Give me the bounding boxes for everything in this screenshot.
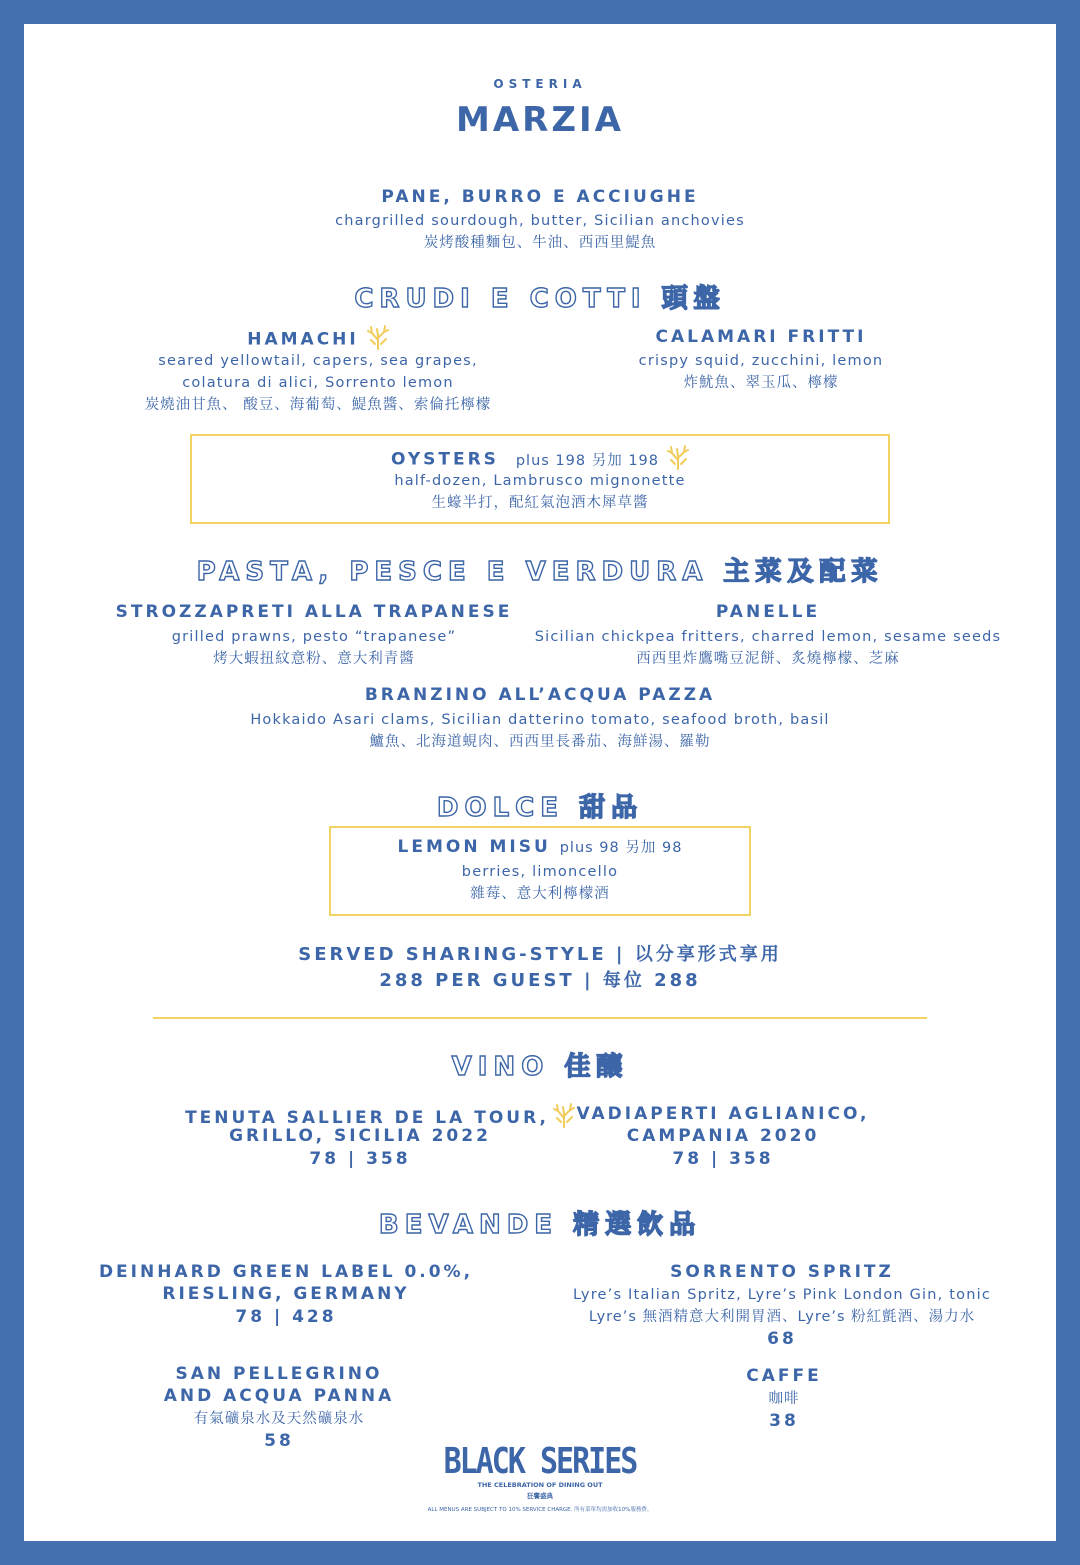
black-series-logo: BLACK SERIES [443, 1440, 637, 1483]
wine-vadiaperti-line2: CAMPANIA 2020 [626, 1126, 820, 1146]
dish-calamari-name: CALAMARI FRITTI [655, 327, 867, 347]
wine-tenuta-line2: GRILLO, SICILIA 2022 [229, 1126, 491, 1146]
drink-caffe-price: 38 [769, 1411, 799, 1431]
drink-deinhard-line2: RIESLING, GERMANY [162, 1284, 410, 1304]
dish-lemon-zh: 雜莓、意大利檸檬酒 [470, 886, 610, 902]
dish-branzino-zh: 鱸魚、北海道蜆肉、西西里長番茄、海鮮湯、羅勒 [369, 734, 711, 750]
dish-hamachi-label: HAMACHI [247, 329, 359, 350]
logo-osteria: OSTERIA [493, 77, 587, 91]
dish-hamachi-desc1: seared yellowtail, capers, sea grapes, [158, 353, 478, 369]
dish-strozzapreti-zh: 烤大蝦扭紋意粉、意大利青醬 [213, 651, 415, 667]
wine-vadiaperti-line1: VADIAPERTI AGLIANICO, [576, 1104, 870, 1124]
dish-lemon-plus: plus 98 另加 98 [559, 840, 683, 856]
drink-pellegrino-zh: 有氣礦泉水及天然礦泉水 [193, 1411, 365, 1427]
logo-marzia: MARZIA [456, 100, 624, 140]
drink-sorrento-price: 68 [767, 1329, 797, 1349]
dish-hamachi-zh: 炭燒油甘魚、 酸豆、海葡萄、鯷魚醬、索倫托檸檬 [144, 397, 492, 413]
menu-page [24, 24, 1056, 1541]
wine-tenuta-price: 78 | 358 [309, 1149, 411, 1169]
dish-strozzapreti-name: STROZZAPRETI ALLA TRAPANESE [115, 602, 513, 622]
dish-oysters-desc: half-dozen, Lambrusco mignonette [394, 473, 686, 489]
section-title-dolce: DOLCE 甜品 [436, 793, 644, 823]
drink-deinhard-line1: DEINHARD GREEN LABEL 0.0%, [98, 1262, 474, 1282]
dish-strozzapreti-desc: grilled prawns, pesto “trapanese” [171, 629, 457, 645]
section-title-bevande: BEVANDE 精選飲品 [378, 1210, 702, 1240]
drink-sorrento-name: SORRENTO SPRITZ [670, 1262, 894, 1282]
service-charge-note: ALL MENUS ARE SUBJECT TO 10% SERVICE CHARGE. 所有菜單均需加收10%服務費。 [427, 1507, 653, 1513]
dish-panelle-desc: Sicilian chickpea fritters, charred lemon, sesame seeds [534, 629, 1002, 645]
dish-panelle-zh: 西西里炸鷹嘴豆泥餅、炙燒檸檬、芝麻 [636, 651, 900, 667]
dish-pane-name: PANE, BURRO E ACCIUGHE [381, 187, 699, 207]
dish-calamari-zh: 炸魷魚、翠玉瓜、檸檬 [683, 375, 839, 391]
dish-branzino-desc: Hokkaido Asari clams, Sicilian datterino tomato, seafood broth, basil [250, 712, 830, 728]
drink-pellegrino-line2: AND ACQUA PANNA [163, 1386, 395, 1406]
dish-branzino-name: BRANZINO ALL’ACQUA PAZZA [364, 685, 716, 705]
drink-caffe-zh: 咖啡 [768, 1391, 800, 1407]
black-series-tagline: THE CELEBRATION OF DINING OUT [477, 1481, 603, 1489]
dish-lemon-name [329, 836, 751, 857]
drink-caffe-name: CAFFE [746, 1366, 822, 1386]
gold-divider [153, 1017, 927, 1019]
drink-pellegrino-line1: SAN PELLEGRINO [175, 1364, 383, 1384]
section-title-crudi: CRUDI E COTTI 頭盤 [354, 284, 726, 314]
dish-calamari-desc: crispy squid, zucchini, lemon [638, 353, 884, 369]
dish-pane-desc: chargrilled sourdough, butter, Sicilian anchovies [335, 213, 745, 229]
wine-tenuta-label: TENUTA SALLIER DE LA TOUR, [185, 1108, 549, 1128]
dish-oysters-label: OYSTERS [390, 449, 499, 470]
wine-vadiaperti-price: 78 | 358 [672, 1149, 774, 1169]
drink-pellegrino-price: 58 [264, 1431, 294, 1451]
dish-lemon-label: LEMON MISU [397, 837, 551, 857]
dish-hamachi-desc2: colatura di alici, Sorrento lemon [182, 375, 454, 391]
section-title-pasta: PASTA, PESCE E VERDURA 主菜及配菜 [196, 557, 884, 587]
dish-pane-zh: 炭烤酸種麵包、牛油、西西里鯷魚 [423, 235, 657, 251]
serving-price: 288 PER GUEST | 每位 288 [379, 970, 701, 991]
dish-oysters-plus: plus 198 另加 198 [515, 452, 660, 469]
dish-lemon-desc: berries, limoncello [461, 864, 619, 880]
black-series-tagline-zh: 狂饗盛典 [527, 1492, 553, 1500]
serving-style: SERVED SHARING-STYLE | 以分享形式享用 [298, 944, 782, 965]
drink-sorrento-desc: Lyre’s Italian Spritz, Lyre’s Pink London Gin, tonic [572, 1287, 992, 1303]
section-title-vino: VINO 佳釀 [451, 1052, 629, 1082]
dish-panelle-name: PANELLE [715, 602, 821, 622]
drink-sorrento-zh: Lyre’s 無酒精意大利開胃酒、Lyre’s 粉紅氈酒、湯力水 [588, 1309, 976, 1325]
drink-deinhard-price: 78 | 428 [235, 1307, 337, 1327]
dish-oysters-zh: 生蠔半打，配紅氣泡酒木犀草醬 [431, 495, 649, 511]
